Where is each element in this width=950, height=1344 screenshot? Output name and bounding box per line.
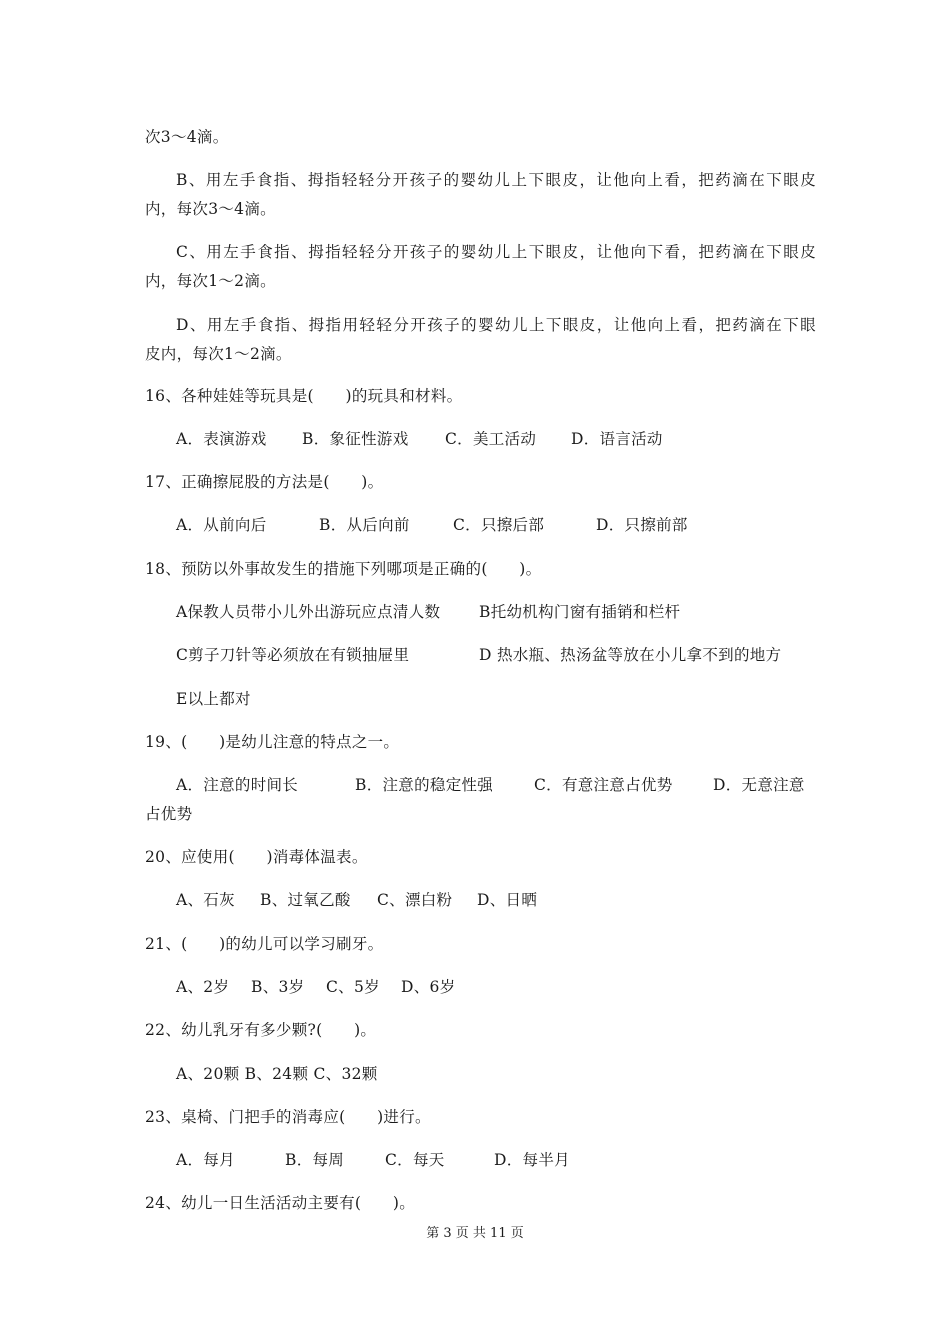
q17-option-d: D．只擦前部 <box>596 516 688 534</box>
q21-options <box>176 973 456 1001</box>
q17-option-c: C．只擦后部 <box>453 516 545 534</box>
q18-option-d: D 热水瓶、热汤盆等放在小儿拿不到的地方 <box>479 646 782 664</box>
q23-options <box>176 1146 570 1174</box>
q18-options-row2 <box>176 641 781 669</box>
q19-options-row1 <box>176 771 805 799</box>
q20-stem: 20、应使用( )消毒体温表。 <box>145 848 368 866</box>
q21-option-d: D、6岁 <box>401 978 456 996</box>
q15-option-b-line1: B、用左手食指、拇指轻轻分开孩子的婴幼儿上下眼皮，让他向上看，把药滴在下眼皮 <box>176 171 816 189</box>
q17-option-b: B．从后向前 <box>319 516 410 534</box>
q19-option-b: B．注意的稳定性强 <box>355 776 494 794</box>
q23-option-c: C．每天 <box>385 1151 445 1169</box>
q19-option-d: D．无意注意 <box>713 776 805 794</box>
q23-option-a: A．每月 <box>176 1151 235 1169</box>
q22-stem: 22、幼儿乳牙有多少颗?( )。 <box>145 1021 377 1039</box>
q15-option-b-line2: 内，每次3～4滴。 <box>145 200 276 218</box>
q16-option-d: D．语言活动 <box>571 430 663 448</box>
q23-option-d: D．每半月 <box>494 1151 570 1169</box>
q16-option-b: B．象征性游戏 <box>302 430 409 448</box>
q21-option-c: C、5岁 <box>326 978 380 996</box>
q21-option-b: B、3岁 <box>251 978 305 996</box>
q16-option-a: A．表演游戏 <box>176 430 267 448</box>
q19-option-a: A．注意的时间长 <box>176 776 299 794</box>
q15-option-c-line2: 内，每次1～2滴。 <box>145 272 276 290</box>
q18-option-a: A保教人员带小儿外出游玩应点清人数 <box>176 603 441 621</box>
q23-stem: 23、桌椅、门把手的消毒应( )进行。 <box>145 1108 431 1126</box>
q21-option-a: A、2岁 <box>176 978 230 996</box>
q19-option-c: C．有意注意占优势 <box>534 776 673 794</box>
q20-option-c: C、漂白粉 <box>377 891 453 909</box>
q20-options <box>176 886 537 914</box>
q19-stem: 19、( )是幼儿注意的特点之一。 <box>145 733 400 751</box>
q20-option-a: A、石灰 <box>176 891 235 909</box>
q15-option-c-line1: C、用左手食指、拇指轻轻分开孩子的婴幼儿上下眼皮，让他向下看，把药滴在下眼皮 <box>176 243 816 261</box>
q18-stem: 18、预防以外事故发生的措施下列哪项是正确的( )。 <box>145 560 542 578</box>
q19-option-d-tail: 占优势 <box>145 805 193 823</box>
q18-option-e: E以上都对 <box>176 690 251 708</box>
q15-option-a-tail: 次3～4滴。 <box>145 128 229 146</box>
q18-options-row1 <box>176 598 680 626</box>
q15-option-d-line2: 皮内，每次1～2滴。 <box>145 345 292 363</box>
q18-option-c: C剪子刀针等必须放在有锁抽屉里 <box>176 646 410 664</box>
q16-options <box>176 425 663 453</box>
q23-option-b: B．每周 <box>285 1151 345 1169</box>
page-number-footer: 第 3 页 共 11 页 <box>426 1226 524 1241</box>
q18-option-b: B托幼机构门窗有插销和栏杆 <box>479 603 681 621</box>
q20-option-d: D、日晒 <box>477 891 538 909</box>
q15-option-d-line1: D、用左手食指、拇指用轻轻分开孩子的婴幼儿上下眼皮，让他向上看，把药滴在下眼 <box>176 316 816 334</box>
q17-option-a: A．从前向后 <box>176 516 267 534</box>
q16-stem: 16、各种娃娃等玩具是( )的玩具和材料。 <box>145 387 463 405</box>
q17-options <box>176 511 688 539</box>
q24-stem: 24、幼儿一日生活活动主要有( )。 <box>145 1194 416 1212</box>
q22-options: A、20颗 B、24颗 C、32颗 <box>176 1065 378 1083</box>
q16-option-c: C．美工活动 <box>445 430 537 448</box>
q21-stem: 21、( )的幼儿可以学习刷牙。 <box>145 935 384 953</box>
q17-stem: 17、正确擦屁股的方法是( )。 <box>145 473 384 491</box>
q20-option-b: B、过氧乙酸 <box>260 891 351 909</box>
